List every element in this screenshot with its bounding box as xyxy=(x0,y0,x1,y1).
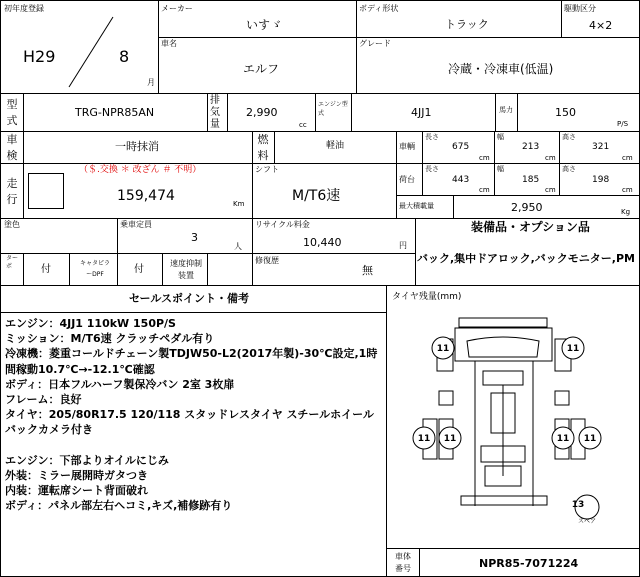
vehicle-width-label: 幅 xyxy=(497,133,504,141)
grid-line xyxy=(252,131,253,285)
chassis-label: 車体番号 xyxy=(395,552,411,573)
tire-rear-left-outer-value: 11 xyxy=(417,434,431,444)
engine-model-value: 4JJ1 xyxy=(411,106,432,119)
speed-limiter-label: 速度抑制装置 xyxy=(170,259,202,280)
cargo-height-value: 198 xyxy=(592,175,610,185)
sales-point-line: ミッション：M/T6速 クラッチペダル有り xyxy=(5,332,215,346)
tire-title: タイヤ残量(mm) xyxy=(392,292,462,302)
cargo-width-unit: cm xyxy=(545,186,556,194)
chassis-rear-bumper xyxy=(461,496,547,505)
grid-line xyxy=(207,253,208,285)
maker-label: メーカー xyxy=(161,4,193,13)
grid-line xyxy=(495,93,496,131)
grid-line xyxy=(396,195,639,196)
capacity-unit: 人 xyxy=(234,242,242,251)
registration-month-unit: 月 xyxy=(147,78,155,87)
remark-line: エンジン：下部よりオイルにじみ xyxy=(5,453,169,467)
chassis-engine xyxy=(483,371,523,385)
grid-line xyxy=(422,131,423,195)
vehicle-width-unit: cm xyxy=(545,154,556,162)
model-name-value: エルフ xyxy=(243,62,280,76)
registration-year: H29 xyxy=(23,47,56,66)
capacity-value: 3 xyxy=(191,231,198,244)
body-type-label: ボディ形状 xyxy=(359,4,399,13)
drive-value: 4×2 xyxy=(589,19,613,32)
grid-line xyxy=(1,312,386,313)
grade-value: 冷蔵・冷凍車(低温) xyxy=(448,62,554,76)
grid-line xyxy=(386,548,639,549)
displacement-label: 排気量 xyxy=(210,95,220,130)
tire-spare-value: 13 xyxy=(571,500,585,510)
sales-point-line: エンジン：4JJ1 110kW 150P/S xyxy=(5,317,176,330)
tire-front-right-value: 11 xyxy=(566,344,580,354)
tire-rear-right-inner-value: 11 xyxy=(556,434,570,444)
chassis-step-right xyxy=(555,391,569,405)
registration-slash xyxy=(1,1,158,93)
grid-line xyxy=(23,253,24,285)
model-name-label: 車名 xyxy=(161,39,177,48)
grid-line xyxy=(1,218,639,219)
grid-line xyxy=(69,253,70,285)
repair-history-label: 修復歴 xyxy=(255,256,279,265)
remark-line: 内装：運転席シート背面破れ xyxy=(5,484,148,498)
vehicle-height-unit: cm xyxy=(622,154,633,162)
grid-line xyxy=(117,253,118,285)
sales-point-line: フレーム：良好 xyxy=(5,393,82,407)
vehicle-height-label: 高さ xyxy=(562,133,576,141)
grid-line xyxy=(162,253,163,285)
sales-point-line: バックカメラ付き xyxy=(5,423,93,437)
vehicle-length-label: 長さ xyxy=(425,133,439,141)
turbo-value: 付 xyxy=(41,264,51,275)
grid-line xyxy=(1,93,639,94)
color-label: 塗色 xyxy=(4,220,20,229)
grid-line xyxy=(356,1,357,93)
chassis-value: NPR85-7071224 xyxy=(479,557,579,570)
remark-line: 外装：ミラー展開時ガタつき xyxy=(5,468,148,482)
cargo-length-unit: cm xyxy=(479,186,490,194)
model-code-label: 型式 xyxy=(6,98,18,127)
tire-front-left-value: 11 xyxy=(436,344,450,354)
horsepower-unit: P/S xyxy=(617,120,629,128)
chassis-windshield xyxy=(467,337,539,357)
sales-points-notes xyxy=(5,316,385,513)
max-load-unit: Kg xyxy=(621,208,631,216)
remark-line: ボディ：パネル部左右ヘコミ,キズ,補修跡有り xyxy=(5,499,233,513)
displacement-value: 2,990 xyxy=(246,106,278,119)
sales-point-line: タイヤ：205/80R17.5 120/118 スタッドレスタイヤ スチールホイール xyxy=(5,408,374,422)
grade-label: グレード xyxy=(359,39,391,48)
capacity-label: 乗車定員 xyxy=(120,220,152,229)
model-code-value: TRG-NPR85AN xyxy=(75,106,155,119)
fuel-value: 軽油 xyxy=(326,141,345,151)
grid-line xyxy=(494,131,495,195)
dpf-value: 付 xyxy=(134,264,144,275)
grid-line xyxy=(453,195,454,218)
vehicle-length-value: 675 xyxy=(452,142,470,152)
vehicle-length-unit: cm xyxy=(479,154,490,162)
cargo-height-unit: cm xyxy=(622,186,633,194)
cargo-dims-label: 荷台 xyxy=(399,175,415,184)
grid-line xyxy=(517,93,518,131)
grid-line xyxy=(274,131,275,163)
max-load-label: 最大積載量 xyxy=(399,202,434,210)
chassis-front-bumper xyxy=(459,318,547,327)
cargo-length-label: 長さ xyxy=(425,165,439,173)
tire-rear-left-inner-value: 11 xyxy=(443,434,457,444)
recycle-value: 10,440 xyxy=(303,236,342,249)
grid-line xyxy=(419,548,420,576)
turbo-label: ターボ xyxy=(6,255,19,270)
inspection-value: 一時抹消 xyxy=(115,140,159,153)
grid-line xyxy=(1,253,415,254)
vehicle-dims-label: 車輌 xyxy=(399,142,415,151)
grid-line xyxy=(23,93,24,218)
shift-value: M/T6速 xyxy=(292,188,341,204)
mileage-value: 159,474 xyxy=(117,188,175,204)
dpf-label: キャタピラーDPF xyxy=(80,260,111,278)
vehicle-width-value: 213 xyxy=(522,142,540,152)
vehicle-height-value: 321 xyxy=(592,142,610,152)
tire-diagram xyxy=(387,301,639,547)
engine-model-label: エンジン型式 xyxy=(318,101,348,117)
grid-line xyxy=(227,93,228,131)
inspection-label: 車検 xyxy=(6,133,18,162)
displacement-unit: cc xyxy=(299,121,307,129)
cargo-width-label: 幅 xyxy=(497,165,504,173)
grid-line xyxy=(351,93,352,131)
tire-spare-label: スペア xyxy=(577,518,597,525)
tire-rear-right-outer-value: 11 xyxy=(583,434,597,444)
mileage-label: 走行 xyxy=(6,177,18,206)
horsepower-label: 馬力 xyxy=(499,106,513,114)
sales-points-title: セールスポイント・備考 xyxy=(129,292,250,305)
grid-line xyxy=(1,285,639,286)
grid-line xyxy=(1,131,639,132)
fuel-label: 燃料 xyxy=(257,133,269,162)
repair-history-value: 無 xyxy=(362,264,373,277)
maker-value: いすゞ xyxy=(246,18,283,32)
grid-line xyxy=(1,163,639,164)
sales-point-line: ボディ：日本フルハーフ製保冷バン 2室 3枚扉 xyxy=(5,377,235,391)
registration-label: 初年度登録 xyxy=(4,4,44,13)
drive-label: 駆動区分 xyxy=(564,4,596,13)
grid-line xyxy=(158,1,159,93)
recycle-unit: 円 xyxy=(399,241,407,250)
registration-month: 8 xyxy=(119,47,130,66)
grid-line xyxy=(207,93,208,131)
grid-line xyxy=(415,218,416,285)
cargo-height-label: 高さ xyxy=(562,165,576,173)
cargo-width-value: 185 xyxy=(522,175,540,185)
spacer xyxy=(5,438,385,453)
mileage-note: （＄.交換 ＊ 改ざん ＃ 不明） xyxy=(79,165,202,175)
grid-line xyxy=(315,93,316,131)
sales-point-line: 冷凍機：菱重コールドチェーン製TDJW50-L2(2017年製)-30℃設定,1時間稼動10.7℃→-12.1℃確認 xyxy=(5,347,378,376)
mileage-check-box xyxy=(28,173,64,209)
shift-label: シフト xyxy=(255,165,279,174)
horsepower-value: 150 xyxy=(555,106,576,119)
grid-line xyxy=(158,37,639,38)
body-type-value: トラック xyxy=(445,18,489,31)
max-load-value: 2,950 xyxy=(511,201,543,214)
mileage-unit: Km xyxy=(233,200,245,208)
grid-line xyxy=(396,131,397,218)
grid-line xyxy=(559,131,560,195)
equipment-title: 装備品・オプション品 xyxy=(471,220,590,234)
recycle-label: リサイクル料金 xyxy=(255,220,310,229)
equipment-value: バック,集中ドアロック,バックモニター,PM xyxy=(417,253,635,264)
cargo-length-value: 443 xyxy=(452,175,470,185)
grid-line xyxy=(561,1,562,37)
chassis-step-left xyxy=(439,391,453,405)
